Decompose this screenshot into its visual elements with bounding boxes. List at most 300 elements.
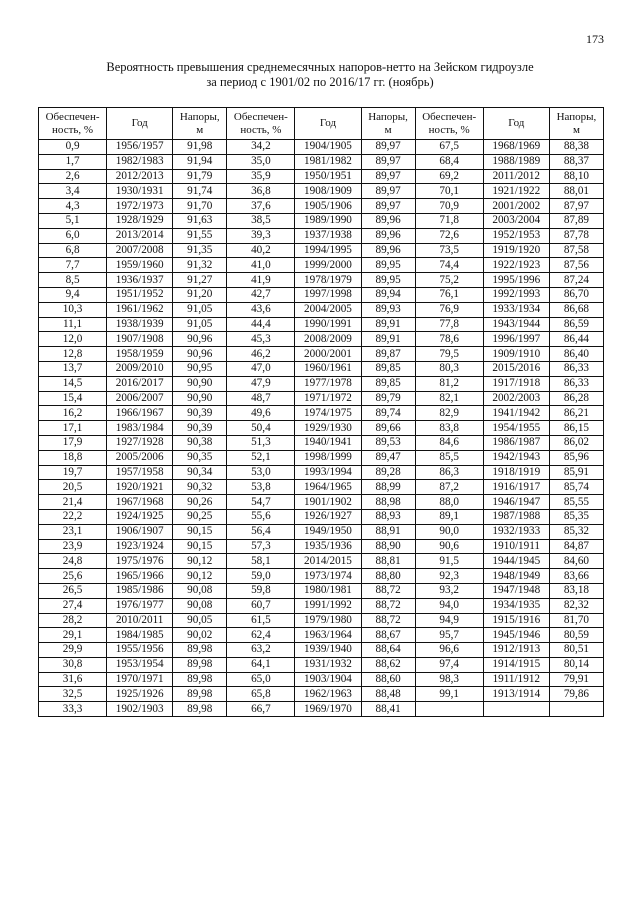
column-header-probability-1 xyxy=(39,108,107,140)
probability-table xyxy=(38,107,604,717)
table-cell: 1975/1976 xyxy=(107,554,173,569)
table-cell: 1988/1989 xyxy=(483,154,549,169)
table-cell: 7,7 xyxy=(39,258,107,273)
table-cell: 88,93 xyxy=(361,509,415,524)
table-cell: 1978/1979 xyxy=(295,273,361,288)
table-cell: 1962/1963 xyxy=(295,687,361,702)
table-cell: 88,0 xyxy=(415,495,483,510)
table-cell: 89,98 xyxy=(173,687,227,702)
table-cell: 89,85 xyxy=(361,361,415,376)
table-cell: 1908/1909 xyxy=(295,184,361,199)
table-cell: 1977/1978 xyxy=(295,376,361,391)
table-cell: 84,60 xyxy=(549,554,603,569)
table-cell: 18,8 xyxy=(39,450,107,465)
table-row xyxy=(39,213,604,228)
table-cell: 1920/1921 xyxy=(107,480,173,495)
table-cell: 1922/1923 xyxy=(483,258,549,273)
table-row xyxy=(39,628,604,643)
table-cell: 89,66 xyxy=(361,421,415,436)
table-cell: 86,44 xyxy=(549,332,603,347)
table-cell: 98,3 xyxy=(415,672,483,687)
table-cell: 89,98 xyxy=(173,702,227,717)
table-cell: 59,8 xyxy=(227,583,295,598)
table-cell: 3,4 xyxy=(39,184,107,199)
table-cell: 1918/1919 xyxy=(483,465,549,480)
table-cell: 70,9 xyxy=(415,199,483,214)
table-cell: 1997/1998 xyxy=(295,287,361,302)
table-cell: 1909/1910 xyxy=(483,347,549,362)
table-cell: 1945/1946 xyxy=(483,628,549,643)
table-cell: 87,2 xyxy=(415,480,483,495)
table-row xyxy=(39,287,604,302)
table-cell: 1965/1966 xyxy=(107,569,173,584)
table-cell: 91,74 xyxy=(173,184,227,199)
table-cell: 1979/1980 xyxy=(295,613,361,628)
table-cell: 88,37 xyxy=(549,154,603,169)
table-row xyxy=(39,450,604,465)
table-cell: 88,38 xyxy=(549,140,603,155)
table-cell: 2002/2003 xyxy=(483,391,549,406)
table-cell: 83,18 xyxy=(549,583,603,598)
table-row xyxy=(39,598,604,613)
table-cell: 62,4 xyxy=(227,628,295,643)
title-line-1: Вероятность превышения среднемесячных напоров-нетто на Зейском гидроузле xyxy=(106,60,534,74)
table-row xyxy=(39,154,604,169)
table-row xyxy=(39,199,604,214)
table-cell: 1993/1994 xyxy=(295,465,361,480)
table-cell: 2004/2005 xyxy=(295,302,361,317)
column-header-line: Обеспечен- xyxy=(233,111,288,123)
column-header-head-3 xyxy=(549,108,603,140)
table-cell: 11,1 xyxy=(39,317,107,332)
table-cell: 1931/1932 xyxy=(295,657,361,672)
table-cell: 1985/1986 xyxy=(107,583,173,598)
table-cell: 1925/1926 xyxy=(107,687,173,702)
table-cell: 94,0 xyxy=(415,598,483,613)
table-row xyxy=(39,228,604,243)
table-row xyxy=(39,539,604,554)
table-cell: 1968/1969 xyxy=(483,140,549,155)
column-header-year-1 xyxy=(107,108,173,140)
table-cell: 1969/1970 xyxy=(295,702,361,717)
column-header-line: Год xyxy=(508,117,525,130)
table-cell: 91,5 xyxy=(415,554,483,569)
table-cell: 1949/1950 xyxy=(295,524,361,539)
table-cell: 2012/2013 xyxy=(107,169,173,184)
table-cell: 5,1 xyxy=(39,213,107,228)
table-cell: 36,8 xyxy=(227,184,295,199)
table-cell: 83,66 xyxy=(549,569,603,584)
column-header-head-1 xyxy=(173,108,227,140)
table-cell: 1926/1927 xyxy=(295,509,361,524)
table-row xyxy=(39,583,604,598)
table-cell: 20,5 xyxy=(39,480,107,495)
table-row xyxy=(39,302,604,317)
table-header xyxy=(39,108,604,140)
table-cell: 83,8 xyxy=(415,421,483,436)
table-cell: 90,6 xyxy=(415,539,483,554)
table-cell: 30,8 xyxy=(39,657,107,672)
table-cell: 91,55 xyxy=(173,228,227,243)
table-cell: 16,2 xyxy=(39,406,107,421)
table-cell: 1990/1991 xyxy=(295,317,361,332)
table-cell: 1955/1956 xyxy=(107,643,173,658)
table-cell: 88,72 xyxy=(361,583,415,598)
table-cell: 1910/1911 xyxy=(483,539,549,554)
table-cell: 86,70 xyxy=(549,287,603,302)
table-cell: 91,32 xyxy=(173,258,227,273)
table-cell: 90,96 xyxy=(173,332,227,347)
table-cell: 79,91 xyxy=(549,672,603,687)
table-row xyxy=(39,613,604,628)
table-cell: 91,05 xyxy=(173,317,227,332)
table-cell: 88,67 xyxy=(361,628,415,643)
table-cell: 10,3 xyxy=(39,302,107,317)
table-cell xyxy=(415,702,483,717)
table-cell: 88,91 xyxy=(361,524,415,539)
table-cell: 41,9 xyxy=(227,273,295,288)
table-cell: 85,32 xyxy=(549,524,603,539)
table-cell: 1963/1964 xyxy=(295,628,361,643)
table-cell: 1906/1907 xyxy=(107,524,173,539)
table-cell: 89,47 xyxy=(361,450,415,465)
table-cell: 89,98 xyxy=(173,672,227,687)
table-row xyxy=(39,361,604,376)
table-cell: 88,72 xyxy=(361,613,415,628)
table-cell: 6,0 xyxy=(39,228,107,243)
table-cell: 86,68 xyxy=(549,302,603,317)
table-cell: 26,5 xyxy=(39,583,107,598)
table-cell: 9,4 xyxy=(39,287,107,302)
table-cell: 86,15 xyxy=(549,421,603,436)
table-row xyxy=(39,480,604,495)
table-cell: 61,5 xyxy=(227,613,295,628)
table-cell: 1928/1929 xyxy=(107,213,173,228)
table-row xyxy=(39,406,604,421)
table-cell: 42,7 xyxy=(227,287,295,302)
table-cell: 88,62 xyxy=(361,657,415,672)
column-header-line: м xyxy=(384,123,392,136)
table-body xyxy=(39,140,604,717)
table-cell: 6,8 xyxy=(39,243,107,258)
table-cell: 90,15 xyxy=(173,539,227,554)
table-cell: 93,2 xyxy=(415,583,483,598)
table-cell: 1991/1992 xyxy=(295,598,361,613)
table-cell: 1995/1996 xyxy=(483,273,549,288)
table-cell: 90,25 xyxy=(173,509,227,524)
table-cell: 89,97 xyxy=(361,184,415,199)
table-cell: 79,86 xyxy=(549,687,603,702)
table-cell: 1924/1925 xyxy=(107,509,173,524)
table-cell: 88,98 xyxy=(361,495,415,510)
table-cell: 2009/2010 xyxy=(107,361,173,376)
table-cell: 46,2 xyxy=(227,347,295,362)
table-cell: 88,80 xyxy=(361,569,415,584)
table-cell: 1950/1951 xyxy=(295,169,361,184)
table-cell: 1934/1935 xyxy=(483,598,549,613)
table-cell: 37,6 xyxy=(227,199,295,214)
table-cell: 2013/2014 xyxy=(107,228,173,243)
table-cell: 85,35 xyxy=(549,509,603,524)
table-cell: 88,10 xyxy=(549,169,603,184)
column-header-year-2 xyxy=(295,108,361,140)
table-cell: 69,2 xyxy=(415,169,483,184)
column-header-line: Обеспечен- xyxy=(422,111,477,123)
table-cell: 1966/1967 xyxy=(107,406,173,421)
table-cell: 34,2 xyxy=(227,140,295,155)
table-cell xyxy=(549,702,603,717)
table-cell: 1915/1916 xyxy=(483,613,549,628)
table-cell: 81,2 xyxy=(415,376,483,391)
table-cell: 2016/2017 xyxy=(107,376,173,391)
table-cell: 1947/1948 xyxy=(483,583,549,598)
column-header-line: ность, % xyxy=(52,123,94,136)
column-header-year-3 xyxy=(483,108,549,140)
table-cell: 89,79 xyxy=(361,391,415,406)
table-cell: 90,12 xyxy=(173,554,227,569)
table-cell: 1981/1982 xyxy=(295,154,361,169)
table-cell: 1994/1995 xyxy=(295,243,361,258)
table-cell: 86,21 xyxy=(549,406,603,421)
table-cell: 90,90 xyxy=(173,376,227,391)
table-cell: 1943/1944 xyxy=(483,317,549,332)
header-row xyxy=(39,108,604,140)
table-cell: 28,2 xyxy=(39,613,107,628)
table-cell: 1948/1949 xyxy=(483,569,549,584)
table-cell: 79,5 xyxy=(415,347,483,362)
table-cell: 1992/1993 xyxy=(483,287,549,302)
table-cell: 90,90 xyxy=(173,391,227,406)
table-cell: 90,96 xyxy=(173,347,227,362)
column-header-probability-3 xyxy=(415,108,483,140)
table-cell: 1939/1940 xyxy=(295,643,361,658)
table-cell: 1958/1959 xyxy=(107,347,173,362)
table-cell: 90,08 xyxy=(173,598,227,613)
table-cell: 41,0 xyxy=(227,258,295,273)
table-cell: 1917/1918 xyxy=(483,376,549,391)
table-cell: 1982/1983 xyxy=(107,154,173,169)
table-cell: 40,2 xyxy=(227,243,295,258)
table-cell: 1937/1938 xyxy=(295,228,361,243)
table-cell: 91,94 xyxy=(173,154,227,169)
table-cell: 86,28 xyxy=(549,391,603,406)
table-cell: 2014/2015 xyxy=(295,554,361,569)
table-row xyxy=(39,435,604,450)
table-cell: 89,93 xyxy=(361,302,415,317)
table-cell: 2008/2009 xyxy=(295,332,361,347)
column-header-line: Напоры, xyxy=(179,111,220,123)
table-cell: 39,3 xyxy=(227,228,295,243)
table-cell: 35,9 xyxy=(227,169,295,184)
table-cell: 22,2 xyxy=(39,509,107,524)
table-cell: 1,7 xyxy=(39,154,107,169)
table-cell: 89,1 xyxy=(415,509,483,524)
table-cell: 91,70 xyxy=(173,199,227,214)
table-cell: 1936/1937 xyxy=(107,273,173,288)
table-cell: 88,81 xyxy=(361,554,415,569)
table-cell: 1996/1997 xyxy=(483,332,549,347)
table-cell: 89,98 xyxy=(173,657,227,672)
table-cell: 97,4 xyxy=(415,657,483,672)
table-cell: 90,02 xyxy=(173,628,227,643)
table-cell: 86,33 xyxy=(549,376,603,391)
table-cell: 1902/1903 xyxy=(107,702,173,717)
table-cell: 1953/1954 xyxy=(107,657,173,672)
table-cell: 90,35 xyxy=(173,450,227,465)
table-cell: 90,39 xyxy=(173,421,227,436)
table-row xyxy=(39,524,604,539)
table-cell: 99,1 xyxy=(415,687,483,702)
table-cell: 27,4 xyxy=(39,598,107,613)
table-cell: 52,1 xyxy=(227,450,295,465)
table-cell: 1986/1987 xyxy=(483,435,549,450)
table-cell: 86,02 xyxy=(549,435,603,450)
table-cell: 2005/2006 xyxy=(107,450,173,465)
table-cell: 2011/2012 xyxy=(483,169,549,184)
table-cell: 90,95 xyxy=(173,361,227,376)
table-cell: 12,8 xyxy=(39,347,107,362)
table-cell: 0,9 xyxy=(39,140,107,155)
table-cell: 82,9 xyxy=(415,406,483,421)
table-cell: 1984/1985 xyxy=(107,628,173,643)
table-cell: 88,72 xyxy=(361,598,415,613)
table-cell: 86,3 xyxy=(415,465,483,480)
table-cell: 60,7 xyxy=(227,598,295,613)
table-cell: 23,1 xyxy=(39,524,107,539)
table-cell: 67,5 xyxy=(415,140,483,155)
table-row xyxy=(39,317,604,332)
table-row xyxy=(39,140,604,155)
table-cell: 81,70 xyxy=(549,613,603,628)
table-cell: 21,4 xyxy=(39,495,107,510)
table-cell: 89,97 xyxy=(361,169,415,184)
table-cell: 33,3 xyxy=(39,702,107,717)
table-cell: 13,7 xyxy=(39,361,107,376)
table-cell: 1929/1930 xyxy=(295,421,361,436)
table-row xyxy=(39,509,604,524)
table-cell: 2,6 xyxy=(39,169,107,184)
table-cell: 47,9 xyxy=(227,376,295,391)
table-cell: 1971/1972 xyxy=(295,391,361,406)
table-cell: 91,27 xyxy=(173,273,227,288)
table-cell: 89,53 xyxy=(361,435,415,450)
table-cell: 86,40 xyxy=(549,347,603,362)
column-header-line: Обеспечен- xyxy=(45,111,100,123)
table-cell: 1961/1962 xyxy=(107,302,173,317)
table-cell: 65,8 xyxy=(227,687,295,702)
table-cell: 44,4 xyxy=(227,317,295,332)
table-cell: 2010/2011 xyxy=(107,613,173,628)
column-header-line: ность, % xyxy=(428,123,470,136)
table-cell: 76,9 xyxy=(415,302,483,317)
table-cell: 90,38 xyxy=(173,435,227,450)
table-cell: 47,0 xyxy=(227,361,295,376)
table-cell: 1954/1955 xyxy=(483,421,549,436)
table-cell: 80,51 xyxy=(549,643,603,658)
table-cell: 12,0 xyxy=(39,332,107,347)
column-header-line: м xyxy=(196,123,204,136)
table-cell: 90,05 xyxy=(173,613,227,628)
table-cell: 90,34 xyxy=(173,465,227,480)
table-cell: 90,12 xyxy=(173,569,227,584)
table-cell: 1919/1920 xyxy=(483,243,549,258)
column-header-head-2 xyxy=(361,108,415,140)
table-cell: 38,5 xyxy=(227,213,295,228)
table-cell: 1942/1943 xyxy=(483,450,549,465)
table-cell: 1904/1905 xyxy=(295,140,361,155)
table-cell: 87,58 xyxy=(549,243,603,258)
table-cell: 1959/1960 xyxy=(107,258,173,273)
table-cell: 2003/2004 xyxy=(483,213,549,228)
table-cell: 85,74 xyxy=(549,480,603,495)
table-cell: 88,64 xyxy=(361,643,415,658)
table-cell: 76,1 xyxy=(415,287,483,302)
table-cell: 89,97 xyxy=(361,154,415,169)
table-cell: 1914/1915 xyxy=(483,657,549,672)
table-cell: 89,96 xyxy=(361,213,415,228)
table-cell: 1983/1984 xyxy=(107,421,173,436)
table-cell: 89,96 xyxy=(361,228,415,243)
table-cell: 91,20 xyxy=(173,287,227,302)
table-cell: 1905/1906 xyxy=(295,199,361,214)
table-cell: 89,95 xyxy=(361,273,415,288)
table-cell: 2015/2016 xyxy=(483,361,549,376)
table-cell: 91,35 xyxy=(173,243,227,258)
table-row xyxy=(39,376,604,391)
table-cell: 96,6 xyxy=(415,643,483,658)
title-line-2: за период с 1901/02 по 2016/17 гг. (ноябрь) xyxy=(206,75,434,89)
table-cell: 14,5 xyxy=(39,376,107,391)
table-cell: 2007/2008 xyxy=(107,243,173,258)
table-cell: 87,24 xyxy=(549,273,603,288)
table-cell: 17,1 xyxy=(39,421,107,436)
table-cell: 1972/1973 xyxy=(107,199,173,214)
table-row xyxy=(39,391,604,406)
table-cell: 1916/1917 xyxy=(483,480,549,495)
table-row xyxy=(39,243,604,258)
table-cell: 1956/1957 xyxy=(107,140,173,155)
table-cell: 1901/1902 xyxy=(295,495,361,510)
table-cell: 1970/1971 xyxy=(107,672,173,687)
table-cell: 1974/1975 xyxy=(295,406,361,421)
table-cell: 86,33 xyxy=(549,361,603,376)
table-cell: 1957/1958 xyxy=(107,465,173,480)
table-row xyxy=(39,465,604,480)
table-cell: 32,5 xyxy=(39,687,107,702)
table-cell: 1940/1941 xyxy=(295,435,361,450)
table-cell: 55,6 xyxy=(227,509,295,524)
table-row xyxy=(39,258,604,273)
table-cell: 89,87 xyxy=(361,347,415,362)
table-row xyxy=(39,184,604,199)
table-cell: 1946/1947 xyxy=(483,495,549,510)
table-cell: 23,9 xyxy=(39,539,107,554)
table-cell: 57,3 xyxy=(227,539,295,554)
table-cell: 2001/2002 xyxy=(483,199,549,214)
table-cell: 1912/1913 xyxy=(483,643,549,658)
table-row xyxy=(39,273,604,288)
table-cell: 1951/1952 xyxy=(107,287,173,302)
table-cell: 31,6 xyxy=(39,672,107,687)
table-cell: 19,7 xyxy=(39,465,107,480)
table-cell xyxy=(483,702,549,717)
column-header-probability-2 xyxy=(227,108,295,140)
table-cell: 91,05 xyxy=(173,302,227,317)
column-header-line: Напоры, xyxy=(368,111,408,123)
table-cell: 49,6 xyxy=(227,406,295,421)
table-cell: 89,91 xyxy=(361,332,415,347)
table-cell: 50,4 xyxy=(227,421,295,436)
